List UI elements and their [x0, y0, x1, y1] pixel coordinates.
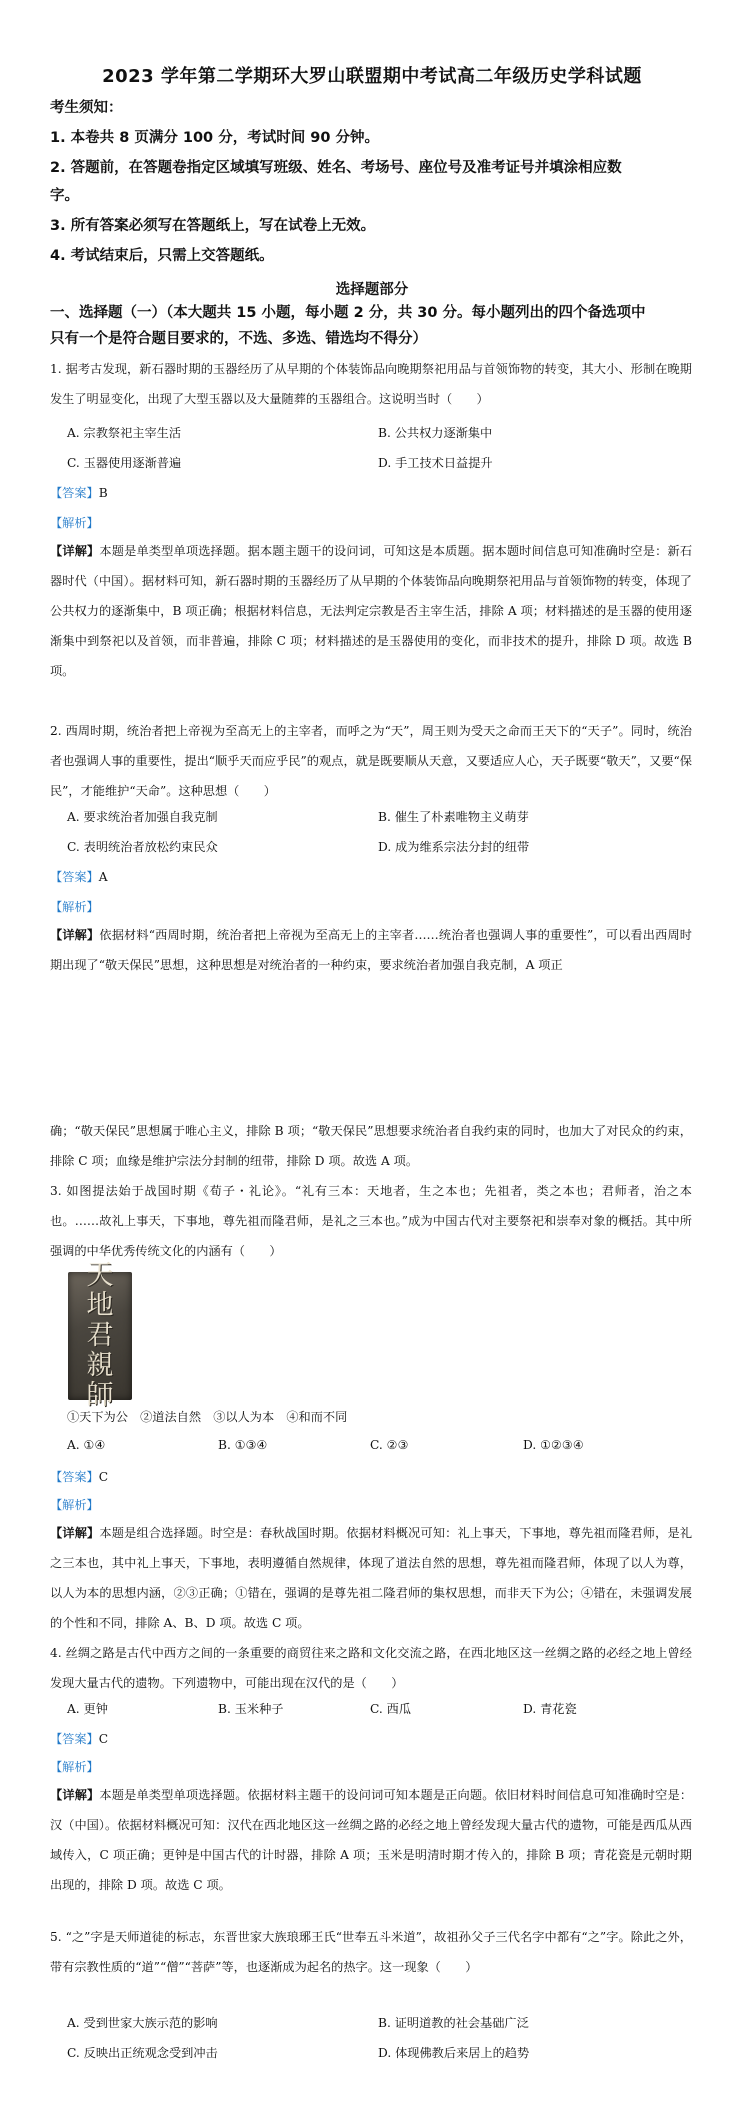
stele-inscription-image: [68, 1260, 132, 1411]
question-1-stem: 1. 据考古发现，新石器时期的玉器经历了从早期的个体装饰品向晚期祭祀用品与首领饰物的转变，其大小、形制在晚期发生了明显变化，出现了大型玉器以及大量随葬的玉器组合。这说明当时（ ）: [50, 362, 692, 406]
detail-text: 依据材料“西周时期，统治者把上帝视为至高无上的主宰者……统治者也强调人事的重要性”，可以看出西周时期出现了“敬天保民”思想，这种思想是对统治者的一种约束，要求统治者加强自我克制，A 项正: [50, 928, 692, 972]
stele-char: 天: [86, 1260, 114, 1291]
notice-item: 2. 答题前，在答题卷指定区域填写班级、姓名、考场号、座位号及准考证号并填涂相应数: [50, 160, 622, 176]
q2-option-b: B. 催生了朴素唯物主义萌芽: [378, 810, 529, 824]
q4-answer: [50, 1730, 108, 1747]
question-5-stem: 5. “之”字是天师道徒的标志，东晋世家大族琅琊王氏“世奉五斗米道”，故祖孙父子三代名字中都有“之”字。除此之外，带有宗教性质的“道”“僧”“菩萨”等，也逐渐成为起名的热字。这一现象（ ）: [50, 1930, 692, 1974]
stele-char: 親: [86, 1350, 114, 1381]
page-title: 2023 学年第二学期环大罗山联盟期中考试高二年级历史学科试题: [102, 66, 642, 87]
q4-detail: [50, 1780, 692, 1900]
q1-analysis-label: 【解析】: [50, 516, 99, 530]
q3-statements: ①天下为公 ②道法自然 ③以人为本 ④和而不同: [67, 1410, 348, 1424]
stele-char: 君: [86, 1320, 114, 1351]
detail-label: 【详解】: [50, 928, 100, 942]
q2-option-c: C. 表明统治者放松约束民众: [67, 840, 218, 854]
q3-answer: [50, 1468, 108, 1485]
q1-option-a: A. 宗教祭祀主宰生活: [67, 426, 182, 440]
q1-option-b: B. 公共权力逐渐集中: [378, 426, 493, 440]
q1-detail: [50, 536, 692, 686]
question-4-stem: 4. 丝绸之路是古代中西方之间的一条重要的商贸往来之路和文化交流之路，在西北地区这一丝绸之路的必经之地上曾经发现大量古代的遗物。下列遗物中，可能出现在汉代的是（ ）: [50, 1646, 692, 1690]
q2-option-a: A. 要求统治者加强自我克制: [67, 810, 218, 824]
part-heading-line: 一、选择题（一）（本大题共 15 小题，每小题 2 分，共 30 分。每小题列出的四个备选项中: [50, 305, 646, 321]
answer-value: B: [98, 486, 108, 500]
detail-text: 本题是单类型单项选择题。据本题主题干的设问词，可知这是本质题。据本题时间信息可知准确时空是：新石器时代（中国）。据材料可知，新石器时期的玉器经历了从早期的个体装饰品向晚期祭祀用品与首领饰物的转变，体现了公共权力的逐渐集中，B 项正确；根据材料信息，无法判定宗教是否主宰生活，排除 A 项；材料描述的是玉器的使用逐渐集中到祭祀以及首领，而非普遍，排除 C 项；材料描述的是玉器使用的变化，而非技术的提升，排除 D 项。故选 B 项。: [50, 544, 693, 678]
q5-option-d: D. 体现佛教后来居上的趋势: [378, 2046, 530, 2060]
answer-label: 【答案】: [50, 870, 99, 884]
answer-value: A: [98, 870, 108, 884]
q4-option-c: C. 西瓜: [370, 1702, 412, 1716]
question-2-stem: 2. 西周时期，统治者把上帝视为至高无上的主宰者，而呼之为“天”，周王则为受天之命而王天下的“天子”。同时，统治者也强调人事的重要性，提出“顺乎天而应乎民”的观点，就是既要顺从天意，又要适应人心，天子既要“敬天”，又要“保民”，才能维护“天命”。这种思想（ ）: [50, 724, 692, 798]
stele-char: 地: [86, 1290, 114, 1321]
q2-answer: [50, 868, 108, 885]
part-heading-line: 只有一个是符合题目要求的，不选、多选、错选均不得分）: [50, 331, 427, 347]
notice-item: 4. 考试结束后，只需上交答题纸。: [50, 248, 274, 264]
answer-value: C: [98, 1732, 109, 1746]
q3-option-c: C. ②③: [370, 1438, 409, 1452]
q5-option-b: B. 证明道教的社会基础广泛: [378, 2016, 529, 2030]
notice-item: 3. 所有答案必须写在答题纸上，写在试卷上无效。: [50, 218, 376, 234]
q5-option-c: C. 反映出正统观念受到冲击: [67, 2046, 218, 2060]
detail-text: 本题是组合选择题。时空是：春秋战国时期。依据材料概况可知：礼上事天，下事地，尊先祖而隆君师，是礼之三本也，其中礼上事天，下事地，表明遵循自然规律，体现了道法自然的思想，尊先祖而隆君师，体现了以人为尊，以人为本的思想内涵，②③正确；①错在，强调的是尊先祖二隆君师的集权思想，而非天下为公；④错在，未强调发展的个性和不同，排除 A、B、D 项。故选 C 项。: [50, 1526, 693, 1630]
question-3-stem: 3. 如图提法始于战国时期《荀子・礼论》。“礼有三本：天地者，生之本也；先祖者，类之本也；君师者，治之本也。……故礼上事天，下事地，尊先祖而隆君师，是礼之三本也。”成为中国古代对主要祭祀和崇奉对象的概括。其中所强调的中华优秀传统文化的内涵有（ ）: [50, 1184, 692, 1258]
q5-option-a: A. 受到世家大族示范的影响: [67, 2016, 218, 2030]
q1-option-d: D. 手工技术日益提升: [378, 456, 493, 470]
q2-detail-part2: 确；“敬天保民”思想属于唯心主义，排除 B 项；“敬天保民”思想要求统治者自我约束的同时，也加大了对民众的约束，排除 C 项；血缘是维护宗法分封制的纽带，排除 D 项。故选 A 项。: [50, 1124, 692, 1168]
q3-detail: [50, 1518, 692, 1638]
detail-label: 【详解】: [50, 544, 100, 558]
answer-label: 【答案】: [50, 1732, 99, 1746]
q4-option-b: B. 玉米种子: [218, 1702, 284, 1716]
answer-label: 【答案】: [50, 1470, 99, 1484]
section-title: 选择题部分: [335, 282, 409, 298]
q3-option-d: D. ①②③④: [523, 1438, 584, 1452]
q1-answer: [50, 484, 108, 501]
q1-option-c: C. 玉器使用逐渐普遍: [67, 456, 182, 470]
q2-detail-part1: [50, 920, 692, 980]
q3-analysis-label: 【解析】: [50, 1498, 99, 1512]
q4-option-d: D. 青花瓷: [523, 1702, 577, 1716]
q2-analysis-label: 【解析】: [50, 900, 99, 914]
q3-option-b: B. ①③④: [218, 1438, 268, 1452]
notice-item: 1. 本卷共 8 页满分 100 分，考试时间 90 分钟。: [50, 130, 379, 146]
q2-option-d: D. 成为维系宗法分封的纽带: [378, 840, 530, 854]
notice-heading: 考生须知：: [50, 100, 123, 116]
detail-label: 【详解】: [50, 1526, 100, 1540]
notice-item: 字。: [50, 188, 79, 204]
q3-option-a: A. ①④: [67, 1438, 106, 1452]
answer-value: C: [98, 1470, 109, 1484]
answer-label: 【答案】: [50, 486, 99, 500]
detail-label: 【详解】: [50, 1788, 100, 1802]
q4-analysis-label: 【解析】: [50, 1760, 99, 1774]
stele-char: 師: [86, 1380, 114, 1411]
q4-option-a: A. 更钟: [67, 1702, 108, 1716]
detail-text: 本题是单类型单项选择题。依据材料主题干的设问词可知本题是正向题。依旧材料时间信息可知准确时空是：汉（中国）。依据材料概况可知：汉代在西北地区这一丝绸之路的必经之地上曾经发现大量古代的遗物，可能是西瓜从西域传入，C 项正确；更钟是中国古代的计时器，排除 A 项；玉米是明清时期才传入的，排除 B 项；青花瓷是元朝时期出现的，排除 D 项。故选 C 项。: [50, 1788, 693, 1892]
